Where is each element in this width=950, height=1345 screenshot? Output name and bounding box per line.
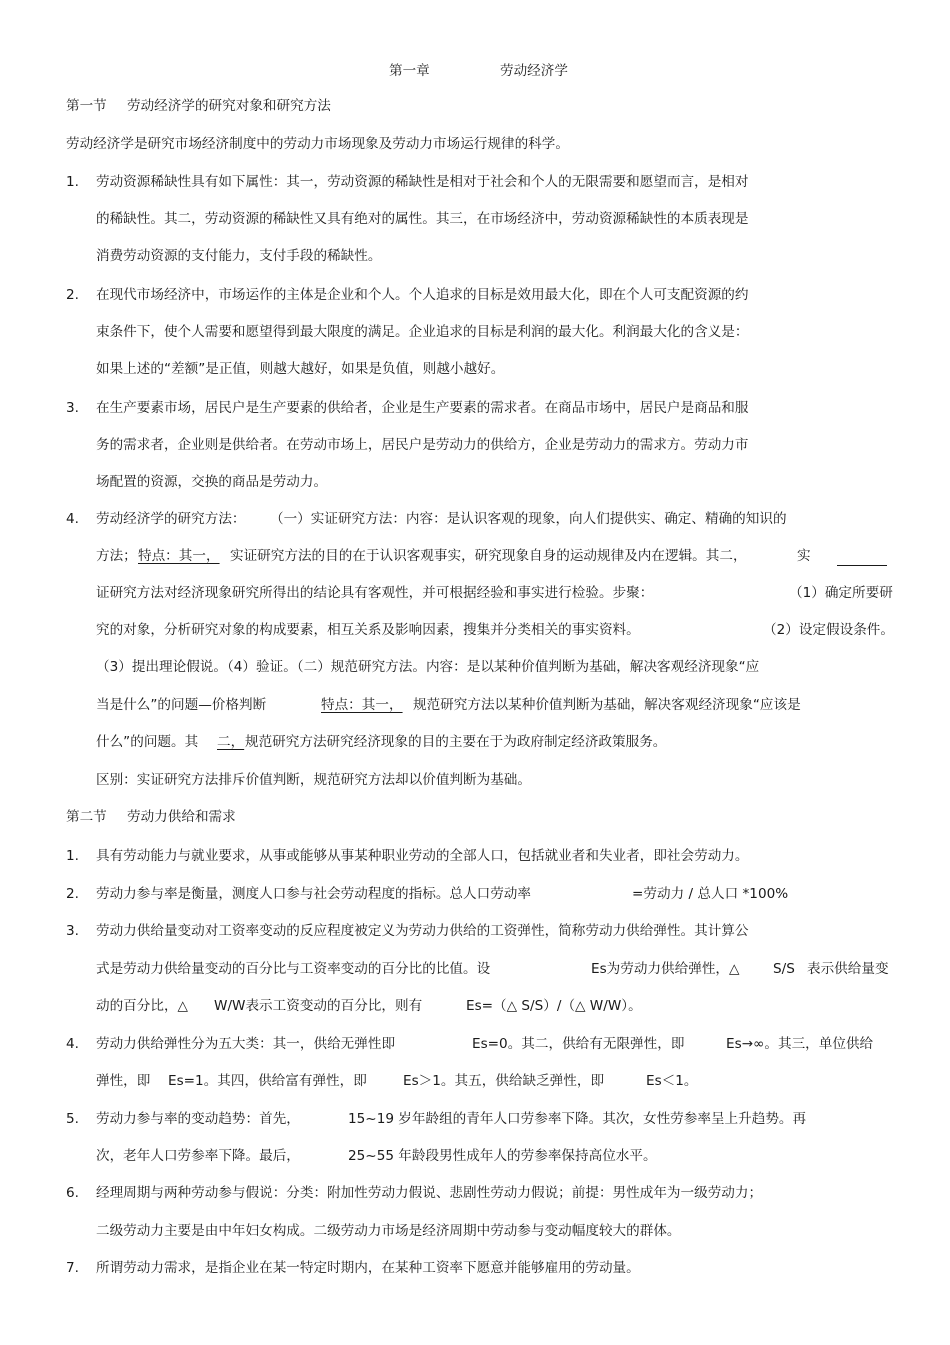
s2-item-3-line-3a: 动的百分比，△ bbox=[96, 998, 189, 1014]
item-number: 7. bbox=[66, 1260, 79, 1276]
s2-item-4-line-1c: Es→∞。其三，单位供给 bbox=[726, 1036, 874, 1052]
item-2-line-2: 束条件下，使个人需要和愿望得到最大限度的满足。企业追求的目标是利润的最大化。利润最大化的含义是： bbox=[96, 324, 749, 340]
s2-item-3-line-2a: 式是劳动力供给量变动的百分比与工资率变动的百分比的比值。设 bbox=[96, 961, 491, 977]
s2-item-4-line-2c: Es＞1。其五，供给缺乏弹性，即 bbox=[403, 1073, 605, 1089]
item-4-line-2d: 实 bbox=[797, 548, 811, 564]
feature-label: 特点：其一， bbox=[138, 548, 220, 564]
s2-item-1-text: 具有劳动能力与就业要求，从事或能够从事某种职业劳动的全部人口，包括就业者和失业者，即社会劳动力。 bbox=[96, 848, 749, 864]
item-number: 2. bbox=[66, 287, 79, 303]
feature-label: 二， bbox=[217, 734, 245, 750]
s2-item-2-a: 劳动力参与率是衡量，测度人口参与社会劳动程度的指标。总人口劳动率 bbox=[96, 886, 531, 902]
item-4-line-8: 区别：实证研究方法排斥价值判断，规范研究方法却以价值判断为基础。 bbox=[96, 772, 531, 788]
s2-item-4-line-2a: 弹性，即 bbox=[96, 1073, 151, 1089]
item-3-line-2: 务的需求者，企业则是供给者。在劳动市场上，居民户是劳动力的供给方，企业是劳动力的需求方。劳动力市 bbox=[96, 437, 749, 453]
s2-item-4-line-1a: 劳动力供给弹性分为五大类：其一，供给无弹性即 bbox=[96, 1036, 396, 1052]
s2-item-2-formula: =劳动力 / 总人口 *100% bbox=[632, 886, 789, 902]
item-number: 4. bbox=[66, 1036, 79, 1052]
item-4-line-7c: 规范研究方法研究经济现象的目的主要在于为政府制定经济政策服务。 bbox=[245, 734, 667, 750]
item-2-line-3: 如果上述的“差额”是正值，则越大越好，如果是负值，则越小越好。 bbox=[96, 361, 505, 377]
section-1-intro: 劳动经济学是研究市场经济制度中的劳动力市场现象及劳动力市场运行规律的科学。 bbox=[66, 136, 569, 152]
chapter-label: 第一章 bbox=[389, 63, 430, 79]
s2-item-6-line-2: 二级劳动力主要是由中年妇女构成。二级劳动力市场是经济周期中劳动参与变动幅度较大的群体。 bbox=[96, 1223, 681, 1239]
s2-item-3-formula: Es=（△ S/S）/（△ W/W）。 bbox=[466, 998, 642, 1014]
item-4-line-1a: 劳动经济学的研究方法： bbox=[96, 511, 246, 527]
item-1-line-2: 的稀缺性。其二，劳动资源的稀缺性又具有绝对的属性。其三，在市场经济中，劳动资源稀缺性的本质表现是 bbox=[96, 211, 749, 227]
feature-label: 特点：其一， bbox=[321, 697, 403, 713]
s2-item-4-line-1b: Es=0。其二，供给有无限弹性，即 bbox=[472, 1036, 685, 1052]
s2-item-5-line-2a: 次，老年人口劳参率下降。最后， bbox=[96, 1148, 300, 1164]
item-4-line-7a: 什么”的问题。其 bbox=[96, 734, 199, 750]
item-1-line-1: 劳动资源稀缺性具有如下属性：其一，劳动资源的稀缺性是相对于社会和个人的无限需要和愿望而言，是相对 bbox=[96, 174, 749, 190]
item-number: 3. bbox=[66, 923, 79, 939]
item-4-line-2a: 方法； bbox=[96, 548, 137, 564]
section-1-heading: 劳动经济学的研究对象和研究方法 bbox=[127, 98, 331, 114]
item-4-line-3a: 证研究方法对经济现象研究所得出的结论具有客观性，并可根据经验和事实进行检验。步聚： bbox=[96, 585, 654, 601]
item-4-line-6c: 规范研究方法以某种价值判断为基础，解决客观经济现象“应该是 bbox=[413, 697, 801, 713]
item-number: 5. bbox=[66, 1111, 79, 1127]
s2-item-7-text: 所谓劳动力需求，是指企业在某一特定时期内，在某种工资率下愿意并能够雇用的劳动量。 bbox=[96, 1260, 640, 1276]
item-4-line-2c: 实证研究方法的目的在于认识客观事实，研究现象自身的运动规律及内在逻辑。其二， bbox=[230, 548, 747, 564]
s2-item-3-line-3b: W/W表示工资变动的百分比，则有 bbox=[214, 998, 423, 1014]
s2-item-4-line-2d: Es＜1。 bbox=[646, 1073, 698, 1089]
item-4-line-4a: 究的对象，分析研究对象的构成要素，相互关系及影响因素，搜集并分类相关的事实资料。 bbox=[96, 622, 640, 638]
item-number: 3. bbox=[66, 400, 79, 416]
section-2-heading: 劳动力供给和需求 bbox=[127, 809, 236, 825]
s2-item-3-line-2b: Es为劳动力供给弹性，△ bbox=[591, 961, 740, 977]
section-2-number: 第二节 bbox=[66, 809, 107, 825]
item-number: 1. bbox=[66, 174, 79, 190]
s2-item-3-line-2c: S/S bbox=[773, 961, 795, 977]
s2-item-6-line-1: 经理周期与两种劳动参与假说：分类：附加性劳动力假说、悲剧性劳动力假说；前提：男性成年为一级劳动力； bbox=[96, 1185, 763, 1201]
item-4-line-3b: （1）确定所要研 bbox=[789, 585, 893, 601]
s2-item-3-line-1: 劳动力供给量变动对工资率变动的反应程度被定义为劳动力供给的工资弹性，简称劳动力供给弹性。其计算公 bbox=[96, 923, 749, 939]
s2-item-5-line-1b: 15~19 岁年龄组的青年人口劳参率下降。其次，女性劳参率呈上升趋势。再 bbox=[348, 1111, 807, 1127]
item-4-line-1b: （一）实证研究方法：内容：是认识客观的现象，向人们提供实、确定、精确的知识的 bbox=[270, 511, 787, 527]
item-3-line-3: 场配置的资源，交换的商品是劳动力。 bbox=[96, 474, 328, 490]
item-number: 1. bbox=[66, 848, 79, 864]
item-2-line-1: 在现代市场经济中，市场运作的主体是企业和个人。个人追求的目标是效用最大化，即在个人可支配资源的约 bbox=[96, 287, 749, 303]
item-number: 2. bbox=[66, 886, 79, 902]
chapter-title: 劳动经济学 bbox=[500, 63, 568, 79]
item-number: 4. bbox=[66, 511, 79, 527]
item-4-line-5: （3）提出理论假说。（4）验证。（二）规范研究方法。内容：是以某种价值判断为基础，解决客观经济现象“应 bbox=[96, 659, 760, 675]
item-3-line-1: 在生产要素市场，居民户是生产要素的供给者，企业是生产要素的需求者。在商品市场中，居民户是商品和服 bbox=[96, 400, 749, 416]
section-1-number: 第一节 bbox=[66, 98, 107, 114]
s2-item-3-line-2d: 表示供给量变 bbox=[807, 961, 889, 977]
item-1-line-3: 消费劳动资源的支付能力，支付手段的稀缺性。 bbox=[96, 248, 382, 264]
underline-rule bbox=[837, 565, 887, 566]
item-4-line-6a: 当是什么”的问题—价格判断 bbox=[96, 697, 267, 713]
s2-item-4-line-2b: Es=1。其四，供给富有弹性，即 bbox=[168, 1073, 367, 1089]
item-4-line-4b: （2）设定假设条件。 bbox=[763, 622, 894, 638]
item-number: 6. bbox=[66, 1185, 79, 1201]
s2-item-5-line-1a: 劳动力参与率的变动趋势：首先， bbox=[96, 1111, 300, 1127]
s2-item-5-line-2b: 25~55 年龄段男性成年人的劳参率保持高位水平。 bbox=[348, 1148, 657, 1164]
